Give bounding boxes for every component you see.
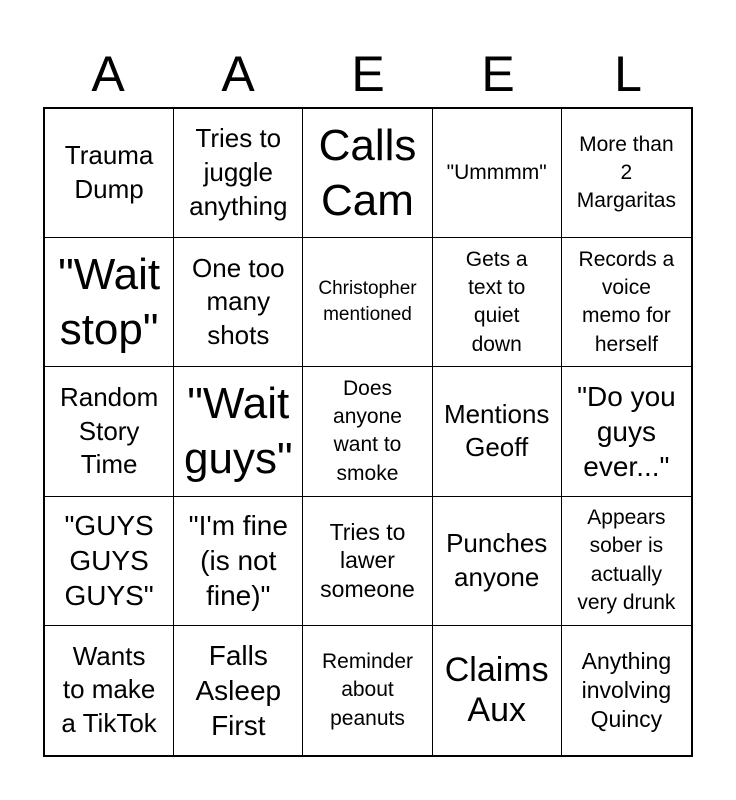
header-letter-4: E — [481, 46, 515, 102]
cell-text: Anything involving Quincy — [581, 648, 672, 732]
cell-text: Trauma Dump — [64, 140, 154, 205]
bingo-cell-r4c5[interactable] — [562, 497, 691, 626]
cell-text: Punches anyone — [446, 527, 548, 592]
header-letter-5: L — [614, 46, 642, 102]
cell-text: "Wait guys" — [184, 379, 293, 484]
cell-text: Does anyone want to smoke — [333, 376, 402, 485]
bingo-cell-r4c4[interactable] — [433, 497, 562, 626]
cell-text: More than 2 Margaritas — [576, 132, 676, 213]
bingo-cell-r3c2[interactable] — [174, 367, 303, 496]
cell-text: Wants to make a TikTok — [61, 640, 157, 739]
bingo-cell-r3c1[interactable] — [45, 367, 174, 496]
header-letter-3: E — [351, 46, 385, 102]
cell-text: "Do you guys ever..." — [577, 380, 676, 482]
cell-text: "Wait stop" — [58, 250, 161, 355]
bingo-cell-r2c4[interactable] — [433, 238, 562, 367]
bingo-cell-r5c5[interactable] — [562, 626, 691, 755]
cell-text: Mentions Geoff — [443, 398, 550, 463]
cell-text: Christopher mentioned — [318, 277, 417, 326]
cell-text: "GUYS GUYS GUYS" — [64, 510, 154, 612]
cell-text: Records a voice memo for herself — [578, 247, 675, 356]
bingo-cell-r3c4[interactable] — [433, 367, 562, 496]
cell-text: Reminder about peanuts — [321, 649, 414, 730]
bingo-cell-r5c1[interactable] — [45, 626, 174, 755]
bingo-cell-r5c2[interactable] — [174, 626, 303, 755]
header-letter-2: A — [221, 46, 255, 102]
header-letter-1: A — [91, 46, 125, 102]
bingo-cell-r1c3[interactable] — [303, 109, 432, 238]
bingo-cell-r3c3[interactable] — [303, 367, 432, 496]
cell-text: "Ummmm" — [446, 160, 547, 184]
cell-text: Falls Asleep First — [195, 639, 282, 741]
bingo-cell-r1c2[interactable] — [174, 109, 303, 238]
cell-text: One too many shots — [192, 252, 285, 351]
bingo-cell-r1c1[interactable] — [45, 109, 174, 238]
cell-text: Random Story Time — [59, 381, 159, 480]
cell-text: Claims Aux — [444, 650, 549, 730]
bingo-cell-r2c5[interactable] — [562, 238, 691, 367]
cell-text: Appears sober is actually very drunk — [577, 506, 676, 615]
bingo-cell-r2c1[interactable] — [45, 238, 174, 367]
cell-text: Calls Cam — [318, 121, 417, 226]
bingo-board — [43, 107, 693, 757]
bingo-cell-r4c3[interactable] — [303, 497, 432, 626]
bingo-header — [43, 40, 693, 108]
cell-text: "I'm fine (is not fine)" — [188, 510, 288, 612]
cell-text: Tries to juggle anything — [189, 123, 288, 221]
bingo-cell-r5c4[interactable] — [433, 626, 562, 755]
bingo-cell-r3c5[interactable] — [562, 367, 691, 496]
cell-text: Tries to lawer someone — [320, 518, 415, 603]
bingo-cell-r5c3[interactable] — [303, 626, 432, 755]
bingo-cell-r2c3[interactable] — [303, 238, 432, 367]
bingo-cell-r2c2[interactable] — [174, 238, 303, 367]
cell-text: Gets a text to quiet down — [465, 247, 528, 356]
bingo-cell-r4c2[interactable] — [174, 497, 303, 626]
bingo-cell-r4c1[interactable] — [45, 497, 174, 626]
bingo-cell-r1c4[interactable] — [433, 109, 562, 238]
bingo-cell-r1c5[interactable] — [562, 109, 691, 238]
